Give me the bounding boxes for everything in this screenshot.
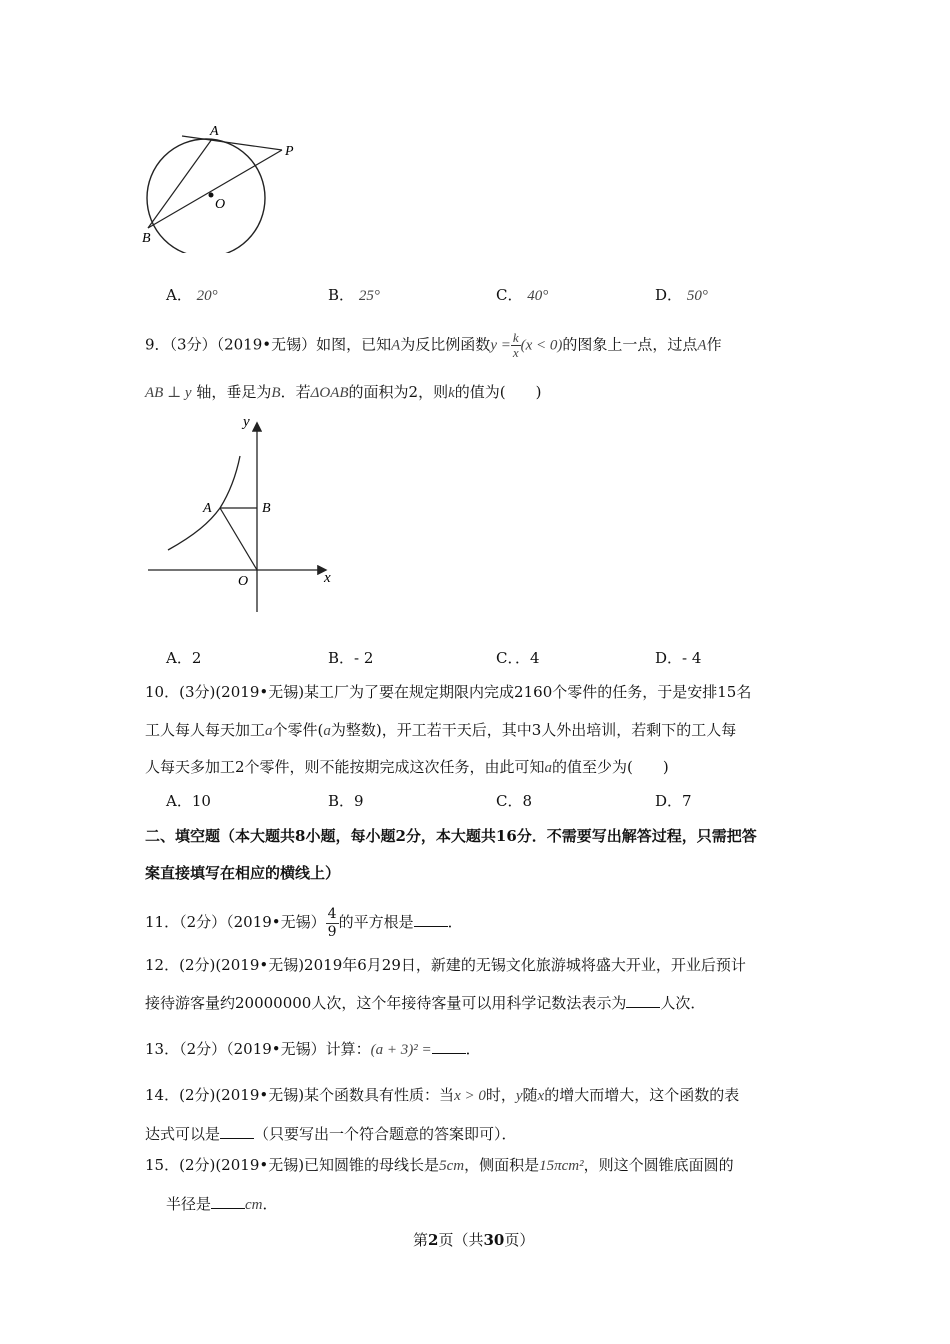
label-o: O [238,574,249,589]
label-b: B [262,501,271,516]
segment-ao [220,508,257,570]
answer-blank [432,1039,466,1054]
answer-blank [211,1194,245,1209]
q9-option-d: D．- 4 [655,649,702,667]
q14-line-2: 达式可以是 （只要写出一个符合题意的答案即可）． [145,1125,517,1143]
q11: 11．（2分）（2019•无锡） $\frac{4}{9}$ 的平方根是 ． [145,905,463,940]
q10-option-c: C．8 [496,792,533,810]
hyperbola-figure [140,410,350,620]
q15-line-2: 半径是 cm． [166,1195,278,1213]
q9-line-2: AB ⊥ y 轴，垂足为B．若ΔOAB的面积为2，则k的值为( ) [145,383,542,401]
q9-option-c: C．．4 [496,649,540,667]
q10-line-2: 工人每人每天加工a个零件(a为整数)，开工若干天后，其中3人外出培训，若剩下的工人每 [145,721,737,739]
fraction-4-9: $\frac{4}{9}$ [327,905,337,940]
page-footer: 第2页（共30页） [413,1231,535,1249]
q10-option-d: D．7 [655,792,692,810]
q8-option-d: D． 50° [655,286,708,304]
q9-option-a: A．2 [166,649,202,667]
q9-line-1: 9．（3分）（2019•无锡）如图，已知A为反比例函数y = $\frac{k}{x}$ (x < 0)的图象上一点，过点A作 [145,330,722,360]
q12-line-1: 12．(2分)(2019•无锡)2019年6月29日，新建的无锡文化旅游城将盛大开业，开业后预计 [145,956,746,974]
answer-blank [220,1124,254,1139]
q9-option-b: B．- 2 [328,649,374,667]
circle-o [147,139,265,253]
label-p: P [285,144,294,159]
q13: 13．（2分）（2019•无锡）计算：(a + 3)² = ． [145,1040,481,1058]
q14-line-1: 14．(2分)(2019•无锡)某个函数具有性质：当x > 0时，y随x的增大而增大，这个函数的表 [145,1086,740,1104]
label-b: B [142,231,151,246]
answer-blank [414,912,448,927]
q8-option-c: C． 40° [496,286,549,304]
q15-line-1: 15．(2分)(2019•无锡)已知圆锥的母线长是5cm，侧面积是15πcm²，则这个圆锥底面圆的 [145,1156,734,1174]
q8-option-b: B． 25° [328,286,380,304]
q10-option-a: A．10 [166,792,211,810]
q10-option-b: B．9 [328,792,364,810]
tangent-line-ap [182,136,282,150]
section-heading-line-2: 案直接填写在相应的横线上） [145,864,341,882]
q10-line-3: 人每天多加工2个零件，则不能按期完成这次任务，由此可知a的值至少为( ) [145,758,669,776]
circle-tangent-figure [130,118,310,253]
answer-blank [626,993,660,1008]
label-x: x [324,570,331,586]
line-ab [148,139,212,228]
section-heading-line-1: 二、填空题（本大题共8小题，每小题2分，本大题共16分．不需要写出解答过程，只需把答 [145,827,757,845]
q8-option-a: A． 20° [166,286,218,304]
label-a: A [203,501,212,516]
label-a: A [210,124,219,139]
center-point [209,193,214,198]
q10-line-1: 10．(3分)(2019•无锡)某工厂为了要在规定期限内完成2160个零件的任务，于是安排15名 [145,683,752,701]
fraction-k-over-x: $\frac{k}{x}$ [512,330,519,360]
label-o: O [215,197,226,212]
label-y: y [243,414,250,430]
q12-line-2: 接待游客量约20000000人次，这个年接待客量可以用科学记数法表示为 人次． [145,994,706,1012]
